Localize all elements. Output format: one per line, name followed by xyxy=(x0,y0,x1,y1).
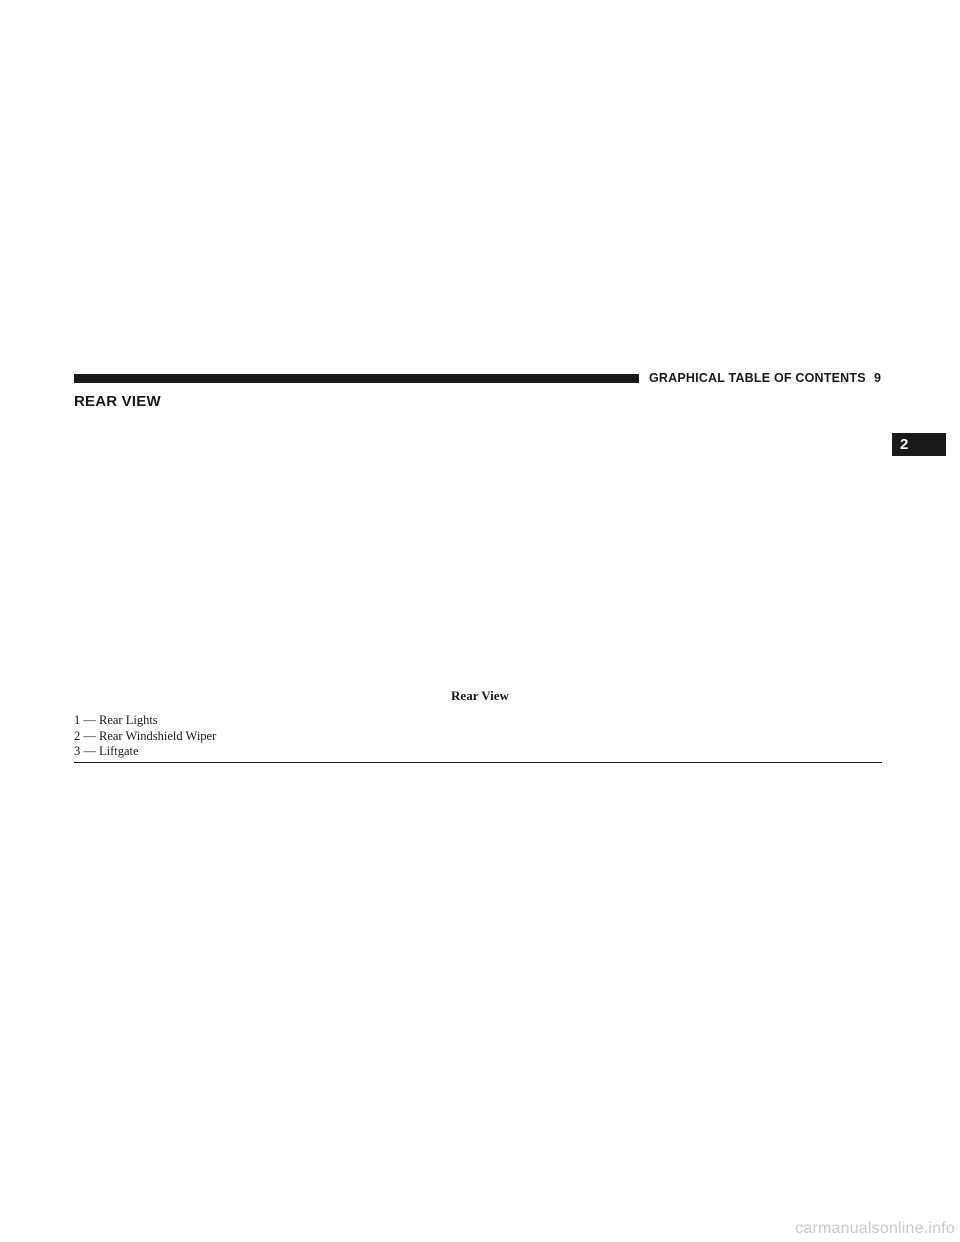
chapter-tab[interactable]: 2 xyxy=(892,433,946,456)
figure-image-area xyxy=(74,420,882,682)
legend-item: 3 — Liftgate xyxy=(74,744,139,758)
header-rule xyxy=(74,374,639,383)
running-header: GRAPHICAL TABLE OF CONTENTS xyxy=(649,371,866,385)
figure-legend xyxy=(74,713,474,760)
page-number: 9 xyxy=(874,371,881,385)
section-title: REAR VIEW xyxy=(74,393,161,410)
legend-item: 2 — Rear Windshield Wiper xyxy=(74,728,217,743)
legend-divider xyxy=(74,762,882,763)
figure-caption: Rear View xyxy=(451,688,509,703)
legend-item: 1 — Rear Lights xyxy=(74,713,158,727)
watermark: carmanualsonline.info xyxy=(795,1220,955,1237)
